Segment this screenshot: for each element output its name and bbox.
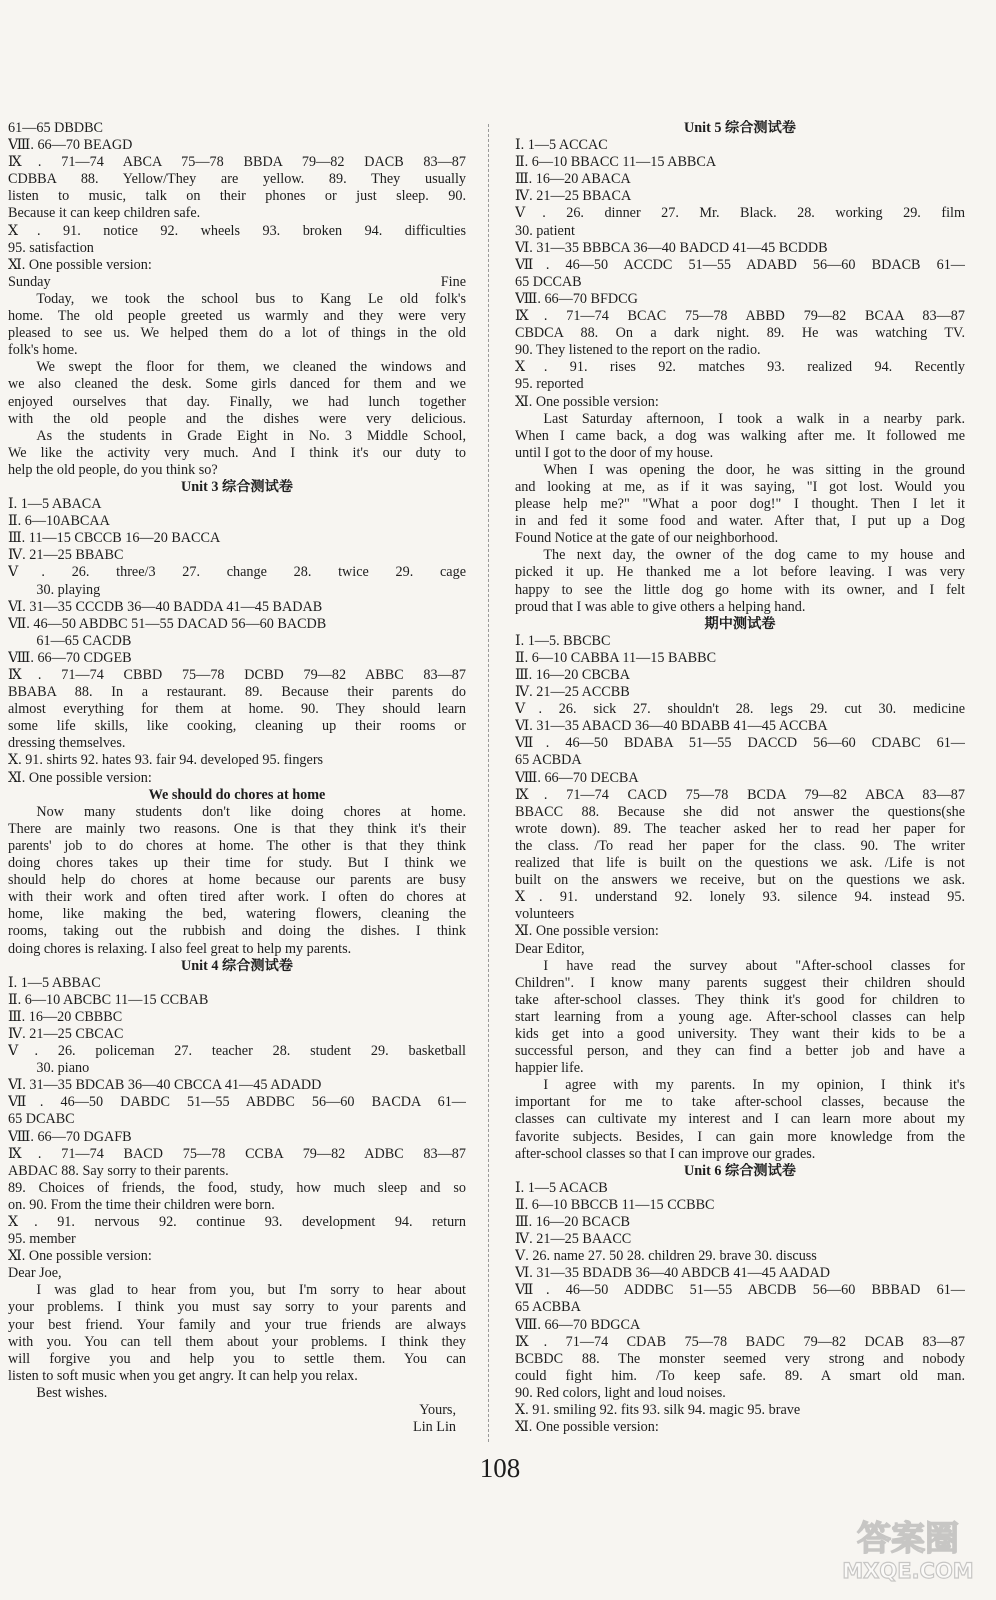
section-heading: Unit 4 综合测试卷 bbox=[181, 957, 293, 974]
text-line: Ⅱ. 6—10 CABBA 11—15 BABBC bbox=[515, 649, 717, 666]
text-line: enjoyed ourselves that day. Finally, we had lunch together bbox=[8, 393, 466, 410]
text-line: Ⅸ. 71—74 CACD 75—78 BCDA 79—82 ABCA 83—87 bbox=[515, 786, 965, 803]
text-line: could fight him. /To keep safe. 89. A smart old man. bbox=[515, 1367, 965, 1384]
text-line: important for me to take after-school classes, because the bbox=[515, 1094, 965, 1111]
page-number: 108 bbox=[479, 1453, 521, 1483]
text-line: I have read the survey about "After-school classes for bbox=[543, 957, 965, 974]
text-line: Ⅳ. 21—25 BBACA bbox=[515, 188, 632, 205]
text-line: proud that I was able to give others a helping hand. bbox=[515, 598, 806, 615]
text-line: I agree with my parents. In my opinion, I think it's bbox=[543, 1077, 965, 1094]
text-line: built on the answers we receive, but on the questions we ask. bbox=[515, 872, 965, 889]
text-line: dressing themselves. bbox=[8, 735, 126, 752]
text-line: parents' job to do chores at home. The other is that they think bbox=[8, 837, 466, 854]
text-line: 61—65 CACDB bbox=[36, 632, 132, 649]
text-line: Ⅲ. 16—20 CBBBC bbox=[8, 1008, 123, 1025]
section-heading: Unit 3 综合测试卷 bbox=[181, 478, 293, 495]
text-line: please help me?" "What a poor dog!" I thought. Then I let it bbox=[515, 496, 965, 513]
text-line: Ⅶ. 46—50 DABDC 51—55 ABDBC 56—60 BACDA 61— bbox=[8, 1094, 466, 1111]
text-line: folk's home. bbox=[8, 342, 78, 359]
text-line: Ⅸ. 71—74 BACD 75—78 CCBA 79—82 ADBC 83—87 bbox=[8, 1145, 466, 1162]
text-line: Ⅳ. 21—25 BBABC bbox=[8, 547, 124, 564]
text-line: There are mainly two reasons. One is that they think it's their bbox=[8, 820, 466, 837]
text-line: Dear Editor, bbox=[515, 940, 585, 957]
text-line: the class. /To read her paper for the class. 90. The writer bbox=[515, 837, 965, 854]
text-line: volunteers bbox=[515, 906, 575, 923]
text-line: Ⅴ. 26. policeman 27. teacher 28. student 29. basketball bbox=[8, 1043, 466, 1060]
text-line: Ⅸ. 71—74 CBBD 75—78 DCBD 79—82 ABBC 83—87 bbox=[8, 667, 466, 683]
text-line: Ⅹ. 91. understand 92. lonely 93. silence 94. instead 95. bbox=[515, 889, 965, 906]
text-line: 65 DCCAB bbox=[515, 273, 582, 290]
text-line: Ⅲ. 11—15 CBCCB 16—20 BACCA bbox=[8, 530, 221, 547]
text-line: start learning from a young age. After-school classes can help bbox=[515, 1008, 965, 1025]
text-line: Ⅰ. 1—5 ACACB bbox=[515, 1179, 608, 1196]
text-line: Ⅺ. One possible version: bbox=[515, 393, 659, 410]
text-line: Ⅱ. 6—10 BBCCB 11—15 CCBBC bbox=[515, 1196, 715, 1213]
text-line: Ⅹ. 91. smiling 92. fits 93. silk 94. magic 95. brave bbox=[515, 1402, 801, 1419]
text-line: Ⅶ. 46—50 ABDBC 51—55 DACAD 56—60 BACDB bbox=[8, 615, 327, 632]
text-line: Ⅵ. 31—35 CCCDB 36—40 BADDA 41—45 BADAB bbox=[8, 598, 323, 615]
text-line: Ⅹ. 91. rises 92. matches 93. realized 94. Recently bbox=[515, 359, 965, 376]
text-line: happier life. bbox=[515, 1060, 584, 1077]
text-line: Ⅸ. 71—74 BCAC 75—78 ABBD 79—82 BCAA 83—87 bbox=[515, 308, 965, 325]
text-line: Ⅰ. 1—5. BBCBC bbox=[515, 632, 611, 649]
text-line: Ⅺ. One possible version: bbox=[8, 1248, 152, 1265]
text-line: help the old people, do you think so? bbox=[8, 461, 218, 478]
text-line: favorite subjects. Besides, I can gain more knowledge from the bbox=[515, 1128, 965, 1145]
text-line: doing chores is relaxing. I also feel great to help my parents. bbox=[8, 940, 352, 957]
text-line: Ⅱ. 6—10 BBACC 11—15 ABBCA bbox=[515, 154, 717, 171]
text-line: Ⅱ. 6—10 ABCBC 11—15 CCBAB bbox=[8, 991, 209, 1008]
text-line: Last Saturday afternoon, I took a walk in a nearby park. bbox=[543, 410, 965, 427]
text-line: Ⅹ. 91. notice 92. wheels 93. broken 94. difficulties bbox=[8, 222, 466, 239]
text-line: 95. member bbox=[8, 1231, 76, 1248]
text-line: Ⅶ. 46—50 ADDBC 51—55 ABCDB 56—60 BBBAD 61— bbox=[515, 1282, 965, 1299]
text-line: Ⅵ. 31—35 ABACD 36—40 BDABB 41—45 ACCBA bbox=[515, 718, 828, 735]
text-line: Ⅶ. 46—50 ACCDC 51—55 ADABD 56—60 BDACB 61— bbox=[515, 256, 965, 273]
text-line: Ⅵ. 31—35 BDCAB 36—40 CBCCA 41—45 ADADD bbox=[8, 1077, 322, 1094]
text-line: Ⅹ. 91. shirts 92. hates 93. fair 94. developed 95. fingers bbox=[8, 752, 324, 769]
text-line: When I came back, a dog was walking after me. It followed me bbox=[515, 427, 965, 444]
text-line: Ⅵ. 31—35 BDADB 36—40 ABDCB 41—45 AADAD bbox=[515, 1265, 830, 1282]
text-line: Ⅳ. 21—25 ACCBB bbox=[515, 684, 630, 701]
text-line: classes can cultivate my interest and I can learn more about my bbox=[515, 1111, 965, 1128]
text-line: Ⅺ. One possible version: bbox=[515, 923, 659, 940]
text-line: in and fed it some food and water. After that, I put up a Dog bbox=[515, 513, 965, 530]
text-line: listen to soft music when you get angry. It can help you relax. bbox=[8, 1367, 358, 1384]
text-line: We like the activity very much. And I think it's our duty to bbox=[8, 444, 466, 461]
text-line: Ⅳ. 21—25 BAACC bbox=[515, 1231, 632, 1248]
text-line: Ⅺ. One possible version: bbox=[515, 1419, 659, 1436]
text-line: Ⅰ. 1—5 ACCAC bbox=[515, 137, 608, 154]
text-line: Ⅵ. 31—35 BBBCA 36—40 BADCD 41—45 BCDDB bbox=[515, 239, 828, 256]
text-line: on. 90. From the time their children were born. bbox=[8, 1196, 275, 1213]
text-line: ABDAC 88. Say sorry to their parents. bbox=[8, 1162, 229, 1179]
text-line: Ⅲ. 16—20 BCACB bbox=[515, 1214, 630, 1230]
text-line: 61—65 DBDBC bbox=[8, 120, 103, 136]
text-line: Ⅶ. 46—50 BDABA 51—55 DACCD 56—60 CDABC 61— bbox=[515, 735, 965, 752]
text-line: When I was opening the door, he was sitting in the ground bbox=[543, 461, 965, 478]
text-line: Ⅲ. 16—20 CBCBA bbox=[515, 667, 630, 683]
text-line: 65 ACBDA bbox=[515, 752, 582, 769]
text-line: BCBDC 88. The monster seemed very strong and nobody bbox=[515, 1350, 965, 1367]
text-line: Ⅷ. 66—70 BEAGD bbox=[8, 137, 133, 154]
text-line: Ⅸ. 71—74 CDAB 75—78 BADC 79—82 DCAB 83—87 bbox=[515, 1333, 965, 1350]
text-line: Ⅲ. 16—20 ABACA bbox=[515, 171, 631, 188]
text-line: Ⅰ. 1—5 ABACA bbox=[8, 496, 102, 513]
watermark-top-text: 答案圈 bbox=[857, 1519, 959, 1559]
text-line: Lin Lin bbox=[413, 1419, 456, 1436]
text-line: should help do chores at home because our parents are busy bbox=[8, 872, 466, 889]
text-line: Ⅴ. 26. dinner 27. Mr. Black. 28. working 29. film bbox=[515, 205, 965, 222]
text-line: CDBBA 88. Yellow/They are yellow. 89. They usually bbox=[8, 171, 466, 188]
text-line: Yours, bbox=[419, 1402, 456, 1419]
text-line: 95. satisfaction bbox=[8, 239, 94, 256]
text-line: with their work and often tired after work. I often do chores at bbox=[8, 889, 466, 906]
right-column bbox=[515, 120, 965, 1436]
text-line: and looking at me, as if it was saying, "I got lost. Would you bbox=[515, 478, 965, 495]
text-line: picked it up. He thanked me a lot before leaving. I was very bbox=[515, 564, 965, 581]
text-line: Children". I know many parents suggest their children should bbox=[515, 974, 965, 991]
text-line: home. The old people greeted us warmly and they were very bbox=[8, 308, 466, 325]
text-line: Ⅹ. 91. nervous 92. continue 93. development 94. return bbox=[8, 1214, 466, 1230]
text-line: we also cleaned the desk. Some girls danced for them and we bbox=[8, 376, 466, 393]
watermark-bottom-text: MXQE.COM bbox=[842, 1559, 974, 1583]
text-line: wrote down). 89. The teacher asked her to read her paper for bbox=[515, 820, 965, 837]
text-line: home, like making the bed, watering flowers, cleaning the bbox=[8, 906, 466, 923]
text-line: Ⅷ. 66—70 DGAFB bbox=[8, 1128, 132, 1145]
text-line: Because it can keep children safe. bbox=[8, 205, 201, 222]
text-line: Dear Joe, bbox=[8, 1265, 62, 1282]
text-line: Today, we took the school bus to Kang Le old folk's bbox=[36, 290, 466, 307]
text-line: Now many students don't like doing chores at home. bbox=[36, 803, 466, 820]
text-line: BBACC 88. Because she did not answer the questions(she bbox=[515, 803, 965, 820]
text-line: 30. patient bbox=[515, 222, 575, 239]
section-heading: Unit 6 综合测试卷 bbox=[684, 1162, 796, 1179]
text-line: pleased to see us. We helped them do a lot of things in the old bbox=[8, 325, 466, 342]
essay-title: We should do chores at home bbox=[148, 786, 326, 803]
text-line: The next day, the owner of the dog came to my house and bbox=[543, 547, 965, 564]
text-line: with you. You can tell them about your problems. I think they bbox=[8, 1333, 466, 1350]
text-line: Ⅷ. 66—70 BDGCA bbox=[515, 1316, 641, 1333]
text-line: your problems. I think you must say sorry to your parents and bbox=[8, 1299, 466, 1316]
text-line: Found Notice at the gate of our neighborhood. bbox=[515, 530, 779, 547]
text-line: your best friend. Your family and your true friends are always bbox=[8, 1316, 466, 1333]
text-line: Ⅷ. 66—70 CDGEB bbox=[8, 649, 132, 666]
text-line: 30. piano bbox=[36, 1060, 90, 1077]
text-line: BBABA 88. In a restaurant. 89. Because their parents do bbox=[8, 684, 466, 701]
text-line: We swept the floor for them, we cleaned the windows and bbox=[36, 359, 466, 376]
text-line: Ⅷ. 66—70 BFDCG bbox=[515, 290, 638, 307]
text-line: 30. playing bbox=[36, 581, 101, 598]
text-line: after-school classes so that I can improve our grades. bbox=[515, 1145, 816, 1162]
text-line: listen to music, talk on their phones or just sleep. 90. bbox=[8, 188, 466, 205]
text-line: Ⅷ. 66—70 DECBA bbox=[515, 769, 639, 786]
text-line: Ⅱ. 6—10ABCAA bbox=[8, 513, 110, 530]
text-line: with the old people and the dishes were very delicious. bbox=[8, 410, 466, 427]
text-line: Ⅺ. One possible version: bbox=[8, 769, 152, 786]
text-line: Ⅰ. 1—5 ABBAC bbox=[8, 974, 101, 991]
watermark-logo bbox=[828, 1514, 988, 1584]
text-line: successful person, and they can find a better job and have a bbox=[515, 1043, 965, 1060]
text-line: kids get into a good university. They want their kids to be a bbox=[515, 1025, 965, 1042]
text-line: Ⅴ. 26. three/3 27. change 28. twice 29. cage bbox=[8, 564, 466, 581]
text-line: 65 DCABC bbox=[8, 1111, 75, 1128]
section-heading: Unit 5 综合测试卷 bbox=[684, 120, 796, 136]
text-line: take after-school classes. They think it's good for children to bbox=[515, 991, 965, 1008]
text-line: CBDCA 88. On a dark night. 89. He was watching TV. bbox=[515, 325, 965, 342]
text-line: doing chores takes up their time for study. But I think we bbox=[8, 855, 466, 872]
text-line: 89. Choices of friends, the food, study, how much sleep and so bbox=[8, 1179, 466, 1196]
text-line: Best wishes. bbox=[36, 1384, 108, 1401]
section-heading: 期中测试卷 bbox=[704, 615, 776, 632]
text-line: Ⅺ. One possible version: bbox=[8, 256, 152, 273]
column-divider bbox=[488, 124, 489, 1442]
text-line: happy to see the little dog go home with its owner, and I felt bbox=[515, 581, 965, 598]
text-line: until I got to the door of my house. bbox=[515, 444, 714, 461]
text-line: 95. reported bbox=[515, 376, 584, 393]
text-line: As the students in Grade Eight in No. 3 Middle School, bbox=[36, 427, 466, 444]
left-column bbox=[8, 120, 466, 1436]
text-line: Ⅳ. 21—25 CBCAC bbox=[8, 1025, 124, 1042]
text-line: will forgive you and help you to settle them. You can bbox=[8, 1350, 466, 1367]
text-line: almost everything for them at home. 90. They should learn bbox=[8, 701, 466, 718]
text-line: 90. They listened to the report on the radio. bbox=[515, 342, 761, 359]
text-line: I was glad to hear from you, but I'm sorry to hear about bbox=[36, 1282, 466, 1299]
text-line: 90. Red colors, light and loud noises. bbox=[515, 1384, 726, 1401]
text-line: rooms, taking out the rubbish and doing the dishes. I think bbox=[8, 923, 466, 940]
text-line: Ⅴ. 26. name 27. 50 28. children 29. brave 30. discuss bbox=[515, 1248, 817, 1265]
text-line: realized that life is built on the questions we ask. /Life is not bbox=[515, 855, 965, 872]
text-line: Ⅴ. 26. sick 27. shouldn't 28. legs 29. cut 30. medicine bbox=[515, 701, 965, 718]
text-line: Ⅸ. 71—74 ABCA 75—78 BBDA 79—82 DACB 83—87 bbox=[8, 154, 466, 171]
text-line: Sunday Fine bbox=[8, 273, 466, 290]
text-line: some life skills, like cooking, cleaning up their rooms or bbox=[8, 718, 466, 735]
text-line: 65 ACBBA bbox=[515, 1299, 581, 1316]
